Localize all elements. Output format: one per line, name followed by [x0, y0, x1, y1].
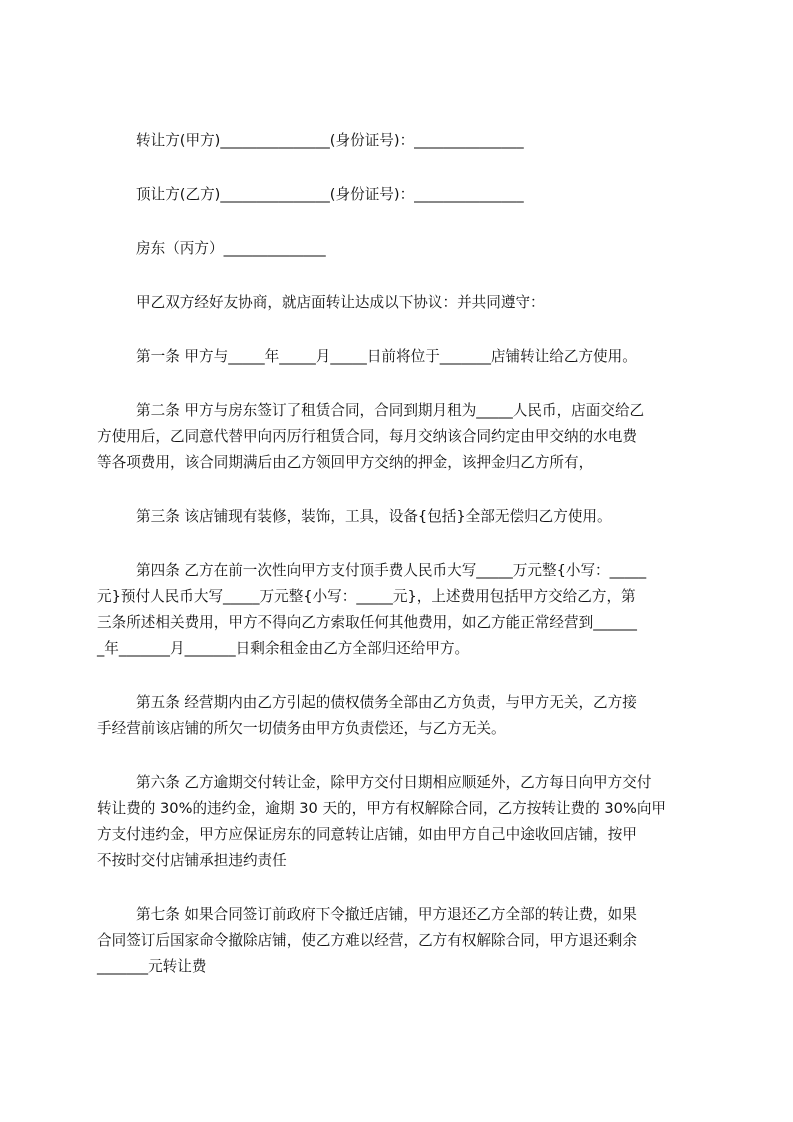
- transferee-line: [97, 182, 707, 208]
- article-2: [97, 398, 707, 476]
- article-7: [97, 902, 707, 980]
- text-line: 甲乙双方经好友协商，就店面转让达成以下协议：并共同遵守：: [136, 294, 545, 311]
- text-line: 元}预付人民币大写_____万元整{小写：_____元}，上述费用包括甲方交给乙方，第: [97, 588, 636, 605]
- text-line: 方使用后，乙同意代替甲向丙厉行租赁合同，每月交纳该合同约定由甲交纳的水电费: [97, 428, 637, 445]
- text-line: 转让费的 30%的违约金，逾期 30 天的，甲方有权解除合同，乙方按转让费的 30%向甲: [97, 800, 667, 817]
- text-line: 合同签订后国家命令撤除店铺，使乙方难以经营，乙方有权解除合同，甲方退还剩余: [97, 932, 637, 949]
- contract-document: [97, 128, 707, 1008]
- article-1: [97, 344, 707, 370]
- article-5: [97, 690, 707, 742]
- transferor-line: [97, 128, 707, 154]
- text-line: 手经营前该店铺的所欠一切债务由甲方负责偿还，与乙方无关。: [97, 720, 506, 737]
- text-line: 第七条 如果合同签订前政府下令撤迁店铺，甲方退还乙方全部的转让费，如果: [136, 906, 637, 923]
- article-4: [97, 558, 707, 662]
- text-line: _______元转让费: [97, 958, 207, 975]
- agreement-intro: [97, 290, 707, 316]
- text-line: 第三条 该店铺现有装修，装饰，工具，设备{包括}全部无偿归乙方使用。: [136, 508, 612, 525]
- text-line: _年_______月_______日剩余租金由乙方全部归还给甲方。: [97, 640, 470, 657]
- article-6: [97, 770, 707, 874]
- text-line: 第二条 甲方与房东签订了租赁合同，合同到期月租为_____人民币，店面交给乙: [136, 402, 645, 419]
- text-line: 第六条 乙方逾期交付转让金，除甲方交付日期相应顺延外，乙方每日向甲方交付: [136, 774, 652, 791]
- text-line: 第四条 乙方在前一次性向甲方支付顶手费人民币大写_____万元整{小写：_____: [136, 562, 647, 579]
- text-line: 转让方(甲方)_______________(身份证号)：_______________: [136, 132, 524, 149]
- text-line: 第五条 经营期内由乙方引起的债权债务全部由乙方负责，与甲方无关，乙方接: [136, 694, 637, 711]
- text-line: 等各项费用，该合同期满后由乙方领回甲方交纳的押金，该押金归乙方所有，: [97, 454, 594, 471]
- text-line: 第一条 甲方与_____年_____月_____日前将位于_______店铺转让给乙方使用。: [136, 348, 637, 365]
- article-3: [97, 504, 707, 530]
- text-line: 不按时交付店铺承担违约责任: [97, 852, 287, 869]
- text-line: 三条所述相关费用，甲方不得向乙方索取任何其他费用，如乙方能正常经营到______: [97, 614, 637, 631]
- text-line: 房东（丙方）______________: [136, 240, 326, 257]
- text-line: 顶让方(乙方)_______________(身份证号)：_______________: [136, 186, 524, 203]
- text-line: 方支付违约金，甲方应保证房东的同意转让店铺，如由甲方自己中途收回店铺，按甲: [97, 826, 637, 843]
- landlord-line: [97, 236, 707, 262]
